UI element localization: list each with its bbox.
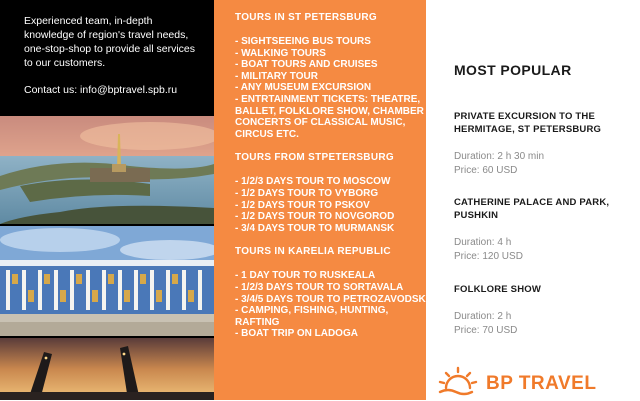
list-item: - WALKING TOURS [235, 47, 326, 59]
intro-block [24, 14, 204, 110]
section-karelia [235, 246, 426, 340]
palace-photo [0, 226, 214, 336]
popular-item-meta [454, 310, 634, 338]
contact-line: Contact us: info@bptravel.spb.ru [24, 84, 178, 96]
most-popular-title: MOST POPULAR [454, 62, 572, 78]
list-item: - ENTRTAINMENT TICKETS: THEATRE, BALLET, FOLKLORE SHOW, CHAMBER CONCERTS OF CLASSICAL MUSIC, CIRCUS ETC. [235, 93, 424, 140]
popular-item-meta [454, 236, 634, 264]
tour-list [235, 176, 426, 234]
intro-text: Experienced team, in-depth knowledge of region's travel needs, one-stop-shop to provide all services to our customers. [24, 15, 196, 69]
tour-list [235, 270, 426, 340]
list-item: - BOAT TOURS AND CRUISES [235, 59, 378, 71]
tours-column [214, 0, 426, 400]
list-item: - 1/2/3 DAYS TOUR TO MOSCOW [235, 176, 391, 188]
popular-item-name: FOLKLORE SHOW [454, 284, 542, 295]
price-text: Price: 120 USD [454, 251, 523, 262]
list-item: - 1/2/3 DAYS TOUR TO SORTAVALA [235, 281, 404, 293]
list-item: - CAMPING, FISHING, HUNTING, RAFTING [235, 305, 389, 328]
popular-item [454, 110, 634, 178]
list-item: - 3/4/5 DAYS TOUR TO PETROZAVODSK [235, 293, 426, 305]
list-item: - 1/2 DAYS TOUR TO NOVGOROD [235, 211, 395, 223]
popular-item [454, 196, 634, 264]
brand-logo [438, 366, 596, 401]
section-st-petersburg [235, 12, 426, 140]
left-column [0, 0, 214, 400]
section-title: TOURS IN KARELIA REPUBLIC [235, 246, 391, 258]
section-title: TOURS IN ST PETERSBURG [235, 12, 377, 23]
list-item: - SIGHTSEEING BUS TOURS [235, 36, 371, 47]
duration-text: Duration: 4 h [454, 237, 512, 248]
list-item: - ANY MUSEUM EXCURSION [235, 82, 372, 94]
section-title: TOURS FROM STPETERSBURG [235, 152, 394, 164]
popular-item-name: PRIVATE EXCURSION TO THE HERMITAGE, ST PETERSBURG [454, 111, 602, 135]
bridge-photo [0, 338, 214, 400]
aerial-city-photo [0, 116, 214, 224]
price-text: Price: 60 USD [454, 165, 518, 176]
list-item: - 1/2 DAYS TOUR TO PSKOV [235, 199, 370, 211]
brand-name: BP TRAVEL [486, 372, 597, 394]
list-item: - MILITARY TOUR [235, 70, 318, 82]
list-item: - 1/2 DAYS TOUR TO VYBORG [235, 187, 379, 199]
list-item: - 3/4 DAYS TOUR TO MURMANSK [235, 222, 395, 234]
duration-text: Duration: 2 h [454, 311, 512, 322]
price-text: Price: 70 USD [454, 325, 518, 336]
list-item: - BOAT TRIP ON LADOGA [235, 328, 358, 340]
popular-item-meta [454, 150, 634, 178]
section-from-st-petersburg [235, 152, 426, 234]
popular-column [426, 0, 640, 400]
popular-item-name: CATHERINE PALACE AND PARK, PUSHKIN [454, 197, 610, 221]
popular-item [454, 283, 634, 338]
list-item: - 1 DAY TOUR TO RUSKEALA [235, 270, 376, 282]
sun-icon [438, 366, 478, 401]
duration-text: Duration: 2 h 30 min [454, 151, 545, 162]
tour-list [235, 36, 426, 140]
